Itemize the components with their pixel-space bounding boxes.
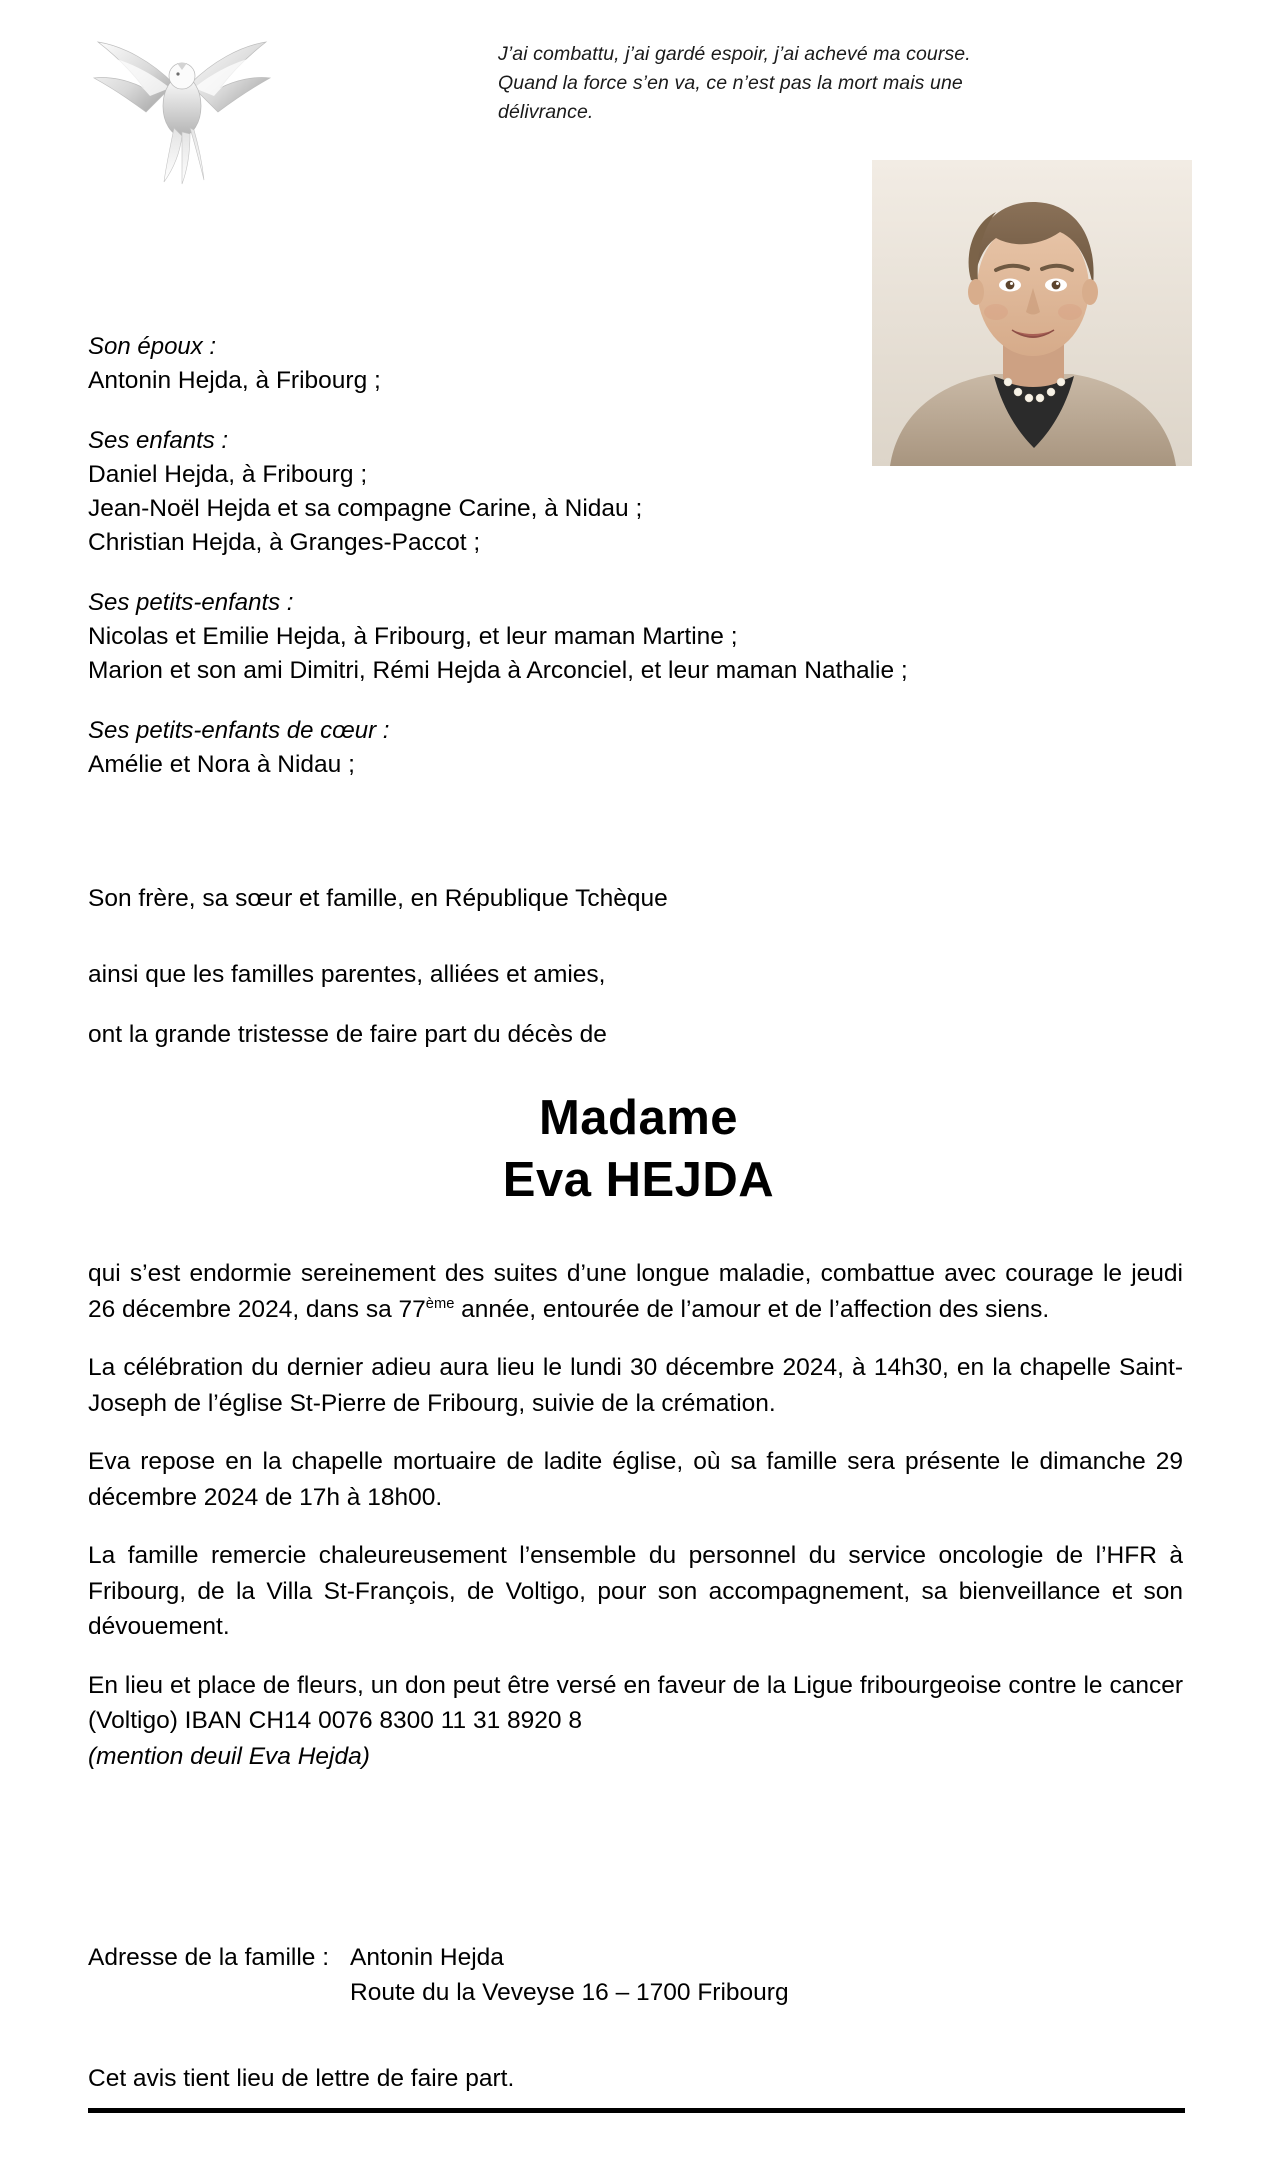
notice-body <box>88 1256 1183 1774</box>
bottom-divider <box>88 2108 1185 2113</box>
relatives-line: ainsi que les familles parentes, alliées et amies, <box>88 961 606 988</box>
paragraph-repose: Eva repose en la chapelle mortuaire de ladite église, où sa famille sera présente le dimanche 29 décembre 2024 de 17h à 18h00. <box>88 1448 1183 1511</box>
family-member-line: Daniel Hejda, à Fribourg ; <box>88 461 368 488</box>
donation-text: En lieu et place de fleurs, un don peut être versé en faveur de la Ligue fribourgeoise contre le cancer (Voltigo) IBAN CH14 0076 8300 11 31 8920 8 <box>88 1671 1183 1734</box>
address-value <box>350 1940 1188 2010</box>
family-group-heading: Ses petits-enfants de cœur : <box>88 717 390 744</box>
family-member-line: Jean-Noël Hejda et sa compagne Carine, à Nidau ; <box>88 495 643 522</box>
deceased-name: Eva HEJDA <box>502 1153 775 1207</box>
epigraph-line: délivrance. <box>498 101 594 123</box>
death-text-before: qui s’est endormie sereinement des suites d’une longue maladie, combattue avec courage le jeudi 26 décembre 2024, dans sa 77 <box>88 1260 1183 1323</box>
paragraph-thanks: La famille remercie chaleureusement l’ensemble du personnel du service oncologie de l’HFR à Fribourg, de la Villa St-François, de Voltigo, pour son accompagnement, sa bienveillance et son dévouement. <box>88 1542 1183 1640</box>
family-group-heading: Ses petits-enfants : <box>88 589 294 616</box>
dove-icon <box>78 22 278 192</box>
family-list <box>88 330 908 782</box>
family-group-heart-grandchildren <box>88 714 878 782</box>
family-group-heading: Ses enfants : <box>88 427 229 454</box>
donation-mention: (mention deuil Eva Hejda) <box>88 1742 370 1770</box>
family-member-line: Christian Hejda, à Granges-Paccot ; <box>88 529 481 556</box>
family-group-grandchildren <box>88 586 908 688</box>
family-group-spouse <box>88 330 878 398</box>
deceased-name-block <box>0 1087 1277 1211</box>
death-text-after: année, entourée de l’amour et de l’affection des siens. <box>454 1295 1050 1323</box>
sibling-line: Son frère, sa sœur et famille, en République Tchèque <box>88 885 668 912</box>
paragraph-donation <box>88 1668 1183 1775</box>
epigraph-line: J’ai combattu, j’ai gardé espoir, j’ai achevé ma course. <box>498 43 971 65</box>
paragraph-ceremony: La célébration du dernier adieu aura lieu le lundi 30 décembre 2024, à 14h30, en la chapelle Saint-Joseph de l’église St-Pierre de Fribourg, suivie de la crémation. <box>88 1354 1183 1417</box>
family-group-heading: Son époux : <box>88 333 217 360</box>
family-address-block <box>88 1940 1188 2010</box>
address-label: Adresse de la famille : <box>88 1944 330 1971</box>
family-member-line: Amélie et Nora à Nidau ; <box>88 751 355 778</box>
family-group-children <box>88 424 878 560</box>
paragraph-death-announcement <box>88 1256 1183 1327</box>
address-line: Antonin Hejda <box>350 1944 504 1971</box>
family-member-line: Marion et son ami Dimitri, Rémi Hejda à Arconciel, et leur maman Nathalie ; <box>88 657 908 684</box>
announcement-line: ont la grande tristesse de faire part du décès de <box>88 1021 607 1048</box>
family-member-line: Nicolas et Emilie Hejda, à Fribourg, et leur maman Martine ; <box>88 623 738 650</box>
family-member-line: Antonin Hejda, à Fribourg ; <box>88 367 381 394</box>
epigraph <box>498 40 1058 127</box>
epigraph-line: Quand la force s’en va, ce n’est pas la mort mais une <box>498 72 963 94</box>
deceased-portrait-photo <box>872 160 1192 466</box>
address-line: Route du la Veveyse 16 – 1700 Fribourg <box>350 1979 789 2006</box>
ordinal-suffix: ème <box>425 1295 455 1312</box>
closing-statement: Cet avis tient lieu de lettre de faire part. <box>88 2065 515 2092</box>
deceased-title: Madame <box>538 1091 739 1145</box>
